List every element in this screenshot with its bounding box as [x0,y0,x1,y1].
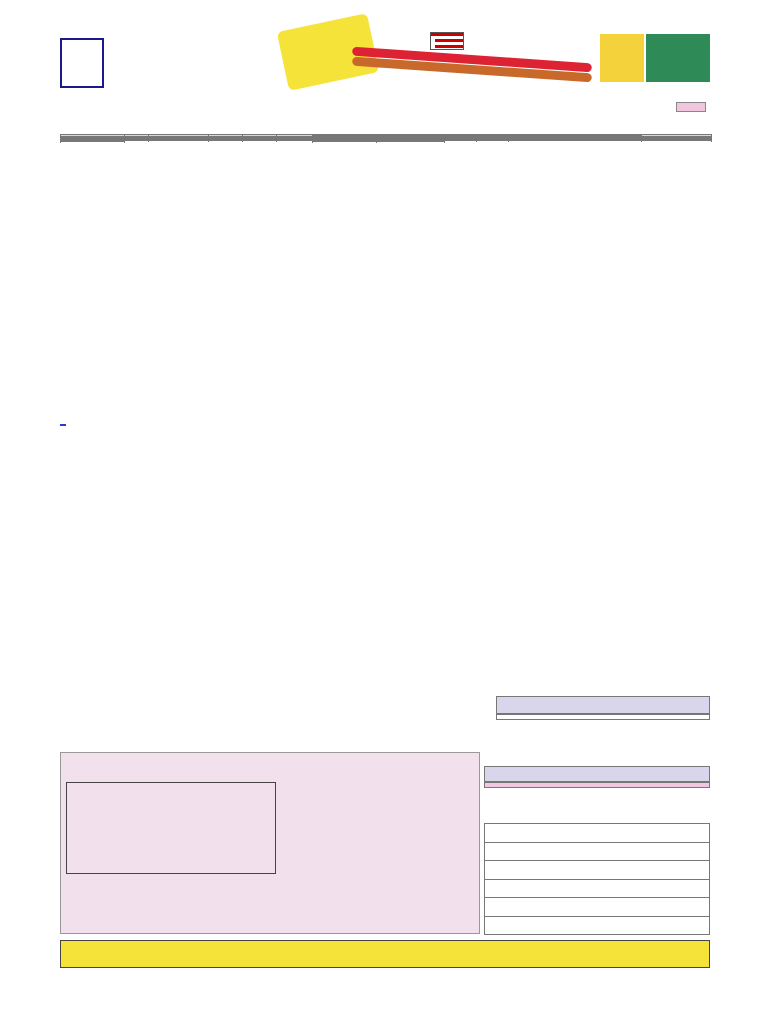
weight-cell [642,141,712,142]
table-row [61,141,712,142]
most-popular-legend [566,98,710,113]
discount-list [496,714,710,720]
diameter-annotation [60,424,66,426]
temp-f-cell [477,141,509,142]
standard-lengths-box [66,782,276,874]
thermocouple-wire-table [60,134,712,142]
awg-cell [125,141,149,142]
insulation-cell [61,141,125,142]
guideline-row [485,824,710,843]
spool-guidelines-table [484,823,710,935]
type-t-logo [60,38,104,88]
usa-badge-text [431,38,435,48]
ansi-color-box [600,34,644,82]
guideline-row [485,842,710,861]
wire-image [352,55,592,77]
discount-schedule-title [496,696,710,714]
guideline-row [485,916,710,935]
sle-burst-text [278,19,368,38]
conductor-cell [313,141,377,142]
price-cell [209,141,243,142]
sle-cell [243,141,277,142]
guideline-row [485,861,710,880]
type-cell [277,141,313,142]
iec-color-box[interactable] [646,34,710,82]
usa-flag-icon [430,32,464,50]
model-cell [149,141,209,142]
temp-c-cell [445,141,477,142]
spool-guidelines-title [484,766,710,782]
nominal-size-cell [509,141,642,142]
overall-cell [377,141,445,142]
spool-guidelines-desc [484,782,710,788]
price-note [60,940,710,968]
popular-swatch [676,102,706,112]
guideline-row [485,898,710,917]
guideline-row [485,879,710,898]
